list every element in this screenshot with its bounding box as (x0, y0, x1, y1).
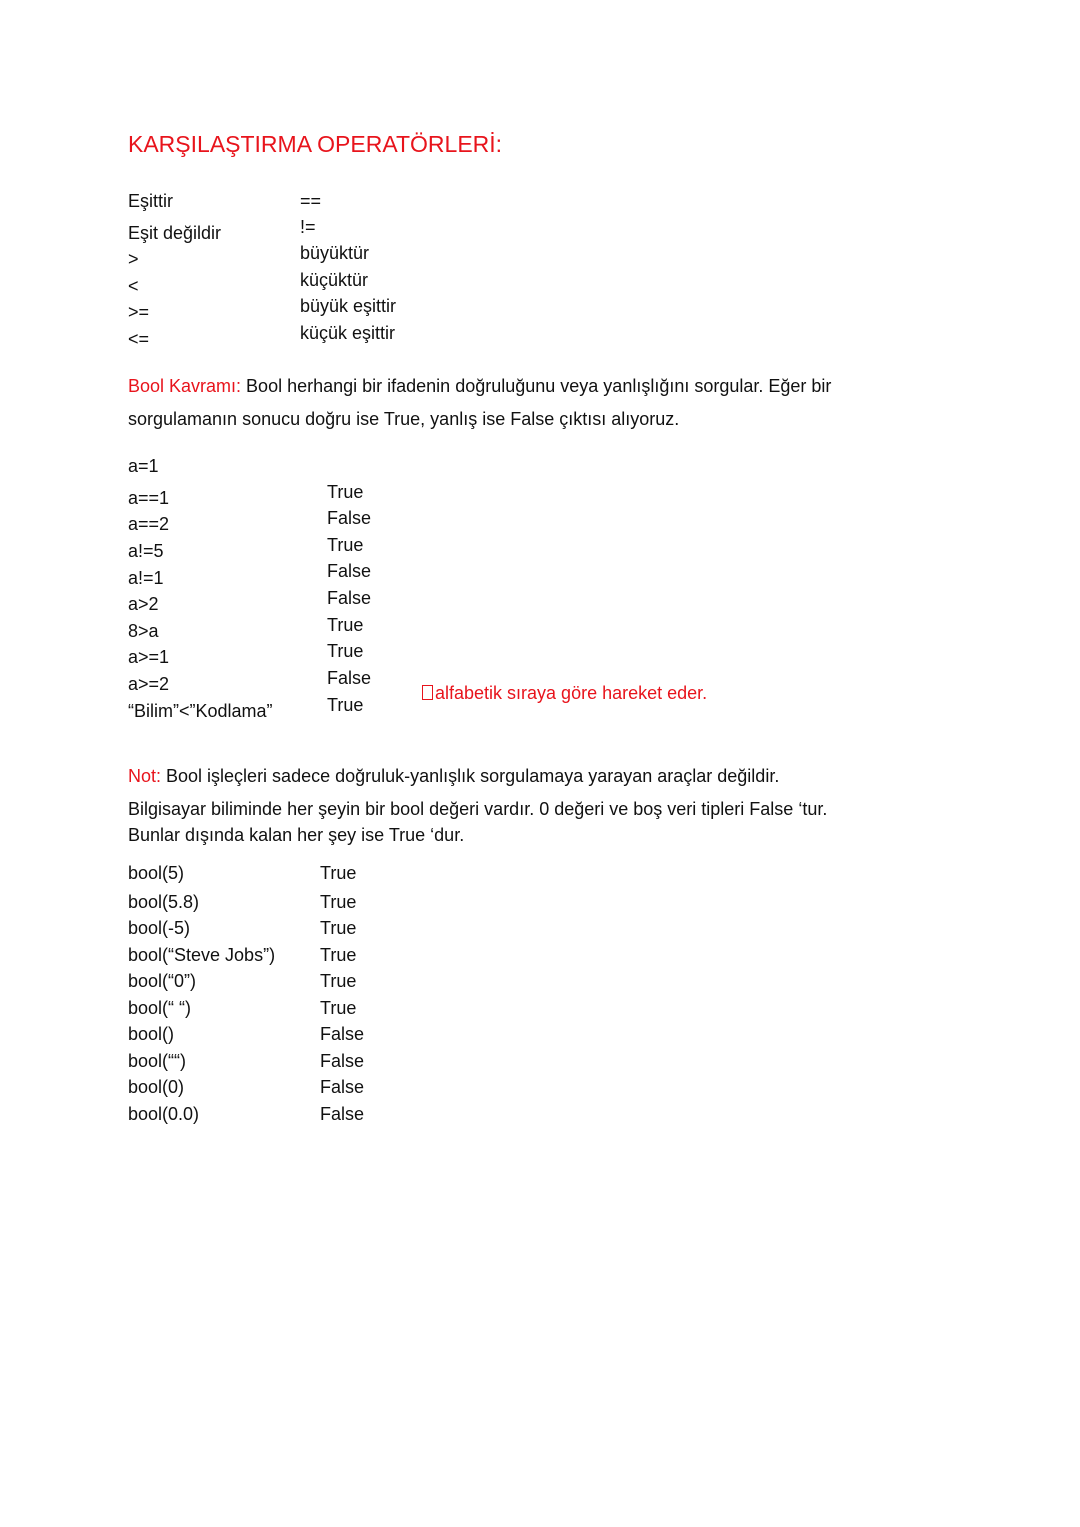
page-title: KARŞILAŞTIRMA OPERATÖRLERİ: (128, 131, 503, 157)
note-line-1 (128, 765, 779, 787)
alphabetic-note (422, 682, 707, 704)
operator-description: küçüktür (300, 270, 369, 290)
bool-expression: bool(0.0) (128, 1104, 200, 1124)
note-line-3: Bunlar dışında kalan her şey ise True ‘dur. (128, 825, 465, 845)
bool-concept-line-1 (128, 375, 831, 397)
comparison-expression: “Bilim”<”Kodlama” (128, 701, 273, 721)
comparison-result: False (327, 588, 372, 608)
bool-expression: bool(“Steve Jobs”) (128, 945, 276, 965)
bool-concept-text: Bool herhangi bir ifadenin doğruluğunu veya yanlışlığını sorgular. Eğer bir (241, 376, 832, 396)
bool-result: False (320, 1024, 365, 1044)
bool-result: False (320, 1104, 365, 1124)
comparison-result: False (327, 561, 372, 581)
comparison-expression: a!=1 (128, 568, 164, 588)
comparison-expression: a!=5 (128, 541, 164, 561)
operator-description: == (300, 191, 322, 211)
bool-expression: bool(“ “) (128, 998, 192, 1018)
operator-label: > (128, 249, 139, 269)
bool-concept-line-2: sorgulamanın sonucu doğru ise True, yanlış ise False çıktısı alıyoruz. (128, 409, 680, 429)
comparison-result: False (327, 508, 372, 528)
bool-result: True (320, 863, 357, 883)
operator-label: <= (128, 329, 150, 349)
bool-result: True (320, 892, 357, 912)
note-text: Bool işleçleri sadece doğruluk-yanlışlık sorgulamaya yarayan araçlar değildir. (161, 766, 780, 786)
bool-expression: bool(-5) (128, 918, 191, 938)
comparison-expression: a>=2 (128, 674, 170, 694)
operator-label: Eşittir (128, 191, 173, 211)
operator-label: Eşit değildir (128, 223, 222, 243)
comparison-result: True (327, 695, 364, 715)
bool-expression: bool() (128, 1024, 175, 1044)
comparison-result: True (327, 615, 364, 635)
comparison-expression: a>=1 (128, 647, 170, 667)
operator-label: >= (128, 302, 150, 322)
comparison-result: True (327, 482, 364, 502)
comparison-expression: a>2 (128, 594, 159, 614)
note-line-2: Bilgisayar biliminde her şeyin bir bool değeri vardır. 0 değeri ve boş veri tipleri False ‘tur. (128, 799, 828, 819)
bool-expression: bool(5) (128, 863, 185, 883)
bool-expression: bool(“0”) (128, 971, 197, 991)
bool-expression: bool(““) (128, 1051, 187, 1071)
comparison-result: False (327, 668, 372, 688)
alphabetic-note-text: alfabetik sıraya göre hareket eder. (435, 683, 708, 703)
operator-description: küçük eşittir (300, 323, 396, 343)
comparison-result: True (327, 535, 364, 555)
bool-result: True (320, 998, 357, 1018)
operator-description: büyüktür (300, 243, 370, 263)
comparison-expression: a==2 (128, 514, 170, 534)
comparison-expression: 8>a (128, 621, 159, 641)
operator-description: büyük eşittir (300, 296, 397, 316)
bool-result: False (320, 1077, 365, 1097)
note-label: Not: (128, 766, 162, 786)
missing-glyph-icon (422, 685, 433, 700)
bool-result: True (320, 971, 357, 991)
bool-result: True (320, 918, 357, 938)
comparison-result: True (327, 641, 364, 661)
assignment: a=1 (128, 456, 159, 476)
bool-result: False (320, 1051, 365, 1071)
operator-description: != (300, 217, 316, 237)
bool-expression: bool(0) (128, 1077, 185, 1097)
operator-label: < (128, 276, 139, 296)
comparison-expression: a==1 (128, 488, 170, 508)
bool-result: True (320, 945, 357, 965)
bool-expression: bool(5.8) (128, 892, 200, 912)
bool-concept-label: Bool Kavramı: (128, 376, 242, 396)
